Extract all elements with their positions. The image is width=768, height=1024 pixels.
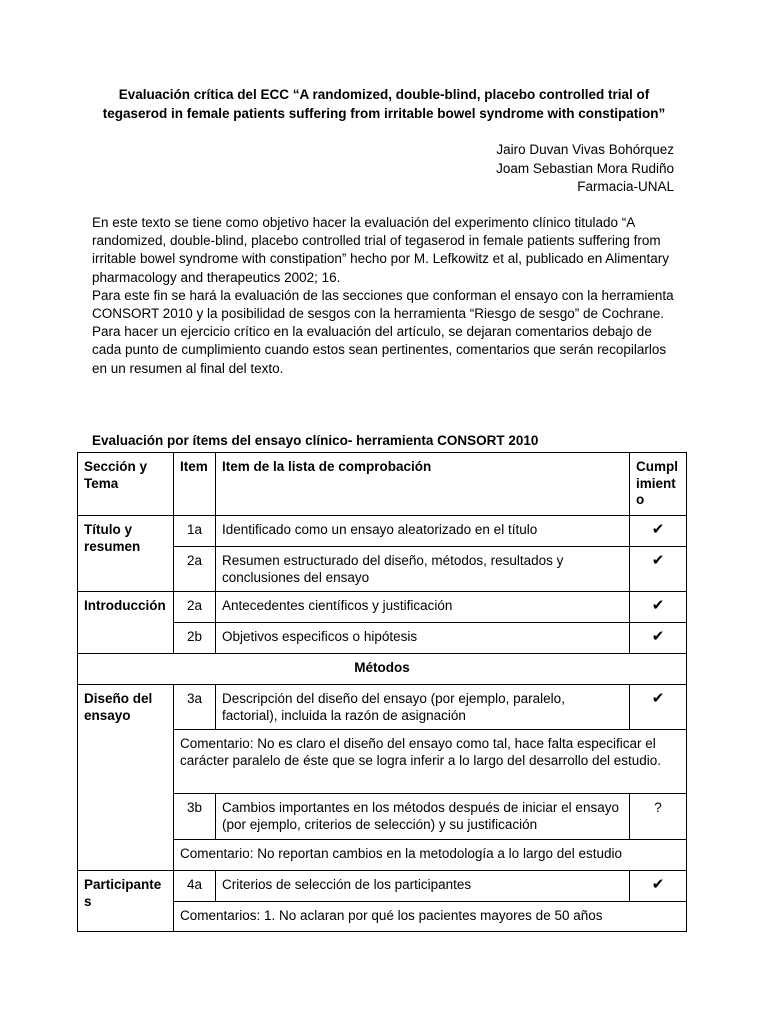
author-affiliation: Farmacia-UNAL bbox=[577, 179, 674, 194]
item-description: Objetivos especificos o hipótesis bbox=[216, 623, 630, 654]
section-heading: Evaluación por ítems del ensayo clínico- herramienta CONSORT 2010 bbox=[92, 433, 539, 448]
comment-cell: Comentario: No reportan cambios en la metodología a lo largo del estudio bbox=[174, 840, 687, 871]
intro-paragraph: Para hacer un ejercicio crítico en la evaluación del artículo, se dejaran comentarios debajo de cada punto de cumplimiento cuando estos sean pertinentes, comentarios que serán recopilarlos en un resumen al final del texto. bbox=[92, 324, 667, 376]
section-cell: Participantes bbox=[78, 871, 174, 932]
item-number: 2b bbox=[174, 623, 216, 654]
table-row bbox=[78, 516, 687, 547]
intro-paragraph: Para este fin se hará la evaluación de las secciones que conforman el ensayo con la herramienta CONSORT 2010 y la posibilidad de sesgos con la herramienta “Riesgo de sesgo” de Cochrane. bbox=[92, 287, 674, 322]
table-row bbox=[78, 871, 687, 902]
header-section: Sección y Tema bbox=[78, 453, 174, 516]
section-cell: Diseño del ensayo bbox=[78, 685, 174, 871]
author-name: Jairo Duvan Vivas Bohórquez bbox=[496, 142, 674, 157]
check-icon: ✔ bbox=[630, 623, 687, 654]
check-icon: ✔ bbox=[630, 547, 687, 592]
check-icon: ✔ bbox=[630, 516, 687, 547]
table-row bbox=[78, 654, 687, 685]
check-icon: ✔ bbox=[630, 685, 687, 730]
methods-heading: Métodos bbox=[78, 654, 687, 685]
item-description: Descripción del diseño del ensayo (por ejemplo, paralelo, factorial), incluida la razón de asignación bbox=[216, 685, 630, 730]
item-description: Antecedentes científicos y justificación bbox=[216, 592, 630, 623]
comment-cell: Comentario: No es claro el diseño del ensayo como tal, hace falta especificar el carácter paralelo de éste que se logra inferir a lo largo del desarrollo del estudio. bbox=[174, 730, 687, 794]
check-icon: ✔ bbox=[630, 592, 687, 623]
table-row bbox=[78, 685, 687, 730]
author-block bbox=[496, 141, 674, 197]
item-number: 4a bbox=[174, 871, 216, 902]
item-description: Identificado como un ensayo aleatorizado en el título bbox=[216, 516, 630, 547]
table-row bbox=[78, 592, 687, 623]
item-number: 2a bbox=[174, 592, 216, 623]
author-name: Joam Sebastian Mora Rudiño bbox=[496, 160, 674, 176]
item-description: Resumen estructurado del diseño, métodos, resultados y conclusiones del ensayo bbox=[216, 547, 630, 592]
consort-table bbox=[77, 452, 687, 932]
table-header-row bbox=[78, 453, 687, 516]
item-number: 3a bbox=[174, 685, 216, 730]
header-item: Item bbox=[174, 453, 216, 516]
item-description: Criterios de selección de los participantes bbox=[216, 871, 630, 902]
comment-cell: Comentarios: 1. No aclaran por qué los pacientes mayores de 50 años bbox=[174, 902, 687, 932]
section-cell: Título y resumen bbox=[78, 516, 174, 592]
section-cell: Introducción bbox=[78, 592, 174, 654]
item-number: 2a bbox=[174, 547, 216, 592]
item-number: 3b bbox=[174, 794, 216, 840]
header-checklist: Item de la lista de comprobación bbox=[216, 453, 630, 516]
intro-section bbox=[92, 214, 682, 378]
item-description: Cambios importantes en los métodos después de iniciar el ensayo (por ejemplo, criterios de selección) y su justificación bbox=[216, 794, 630, 840]
intro-paragraph: En este texto se tiene como objetivo hacer la evaluación del experimento clínico titulado “A randomized, double-blind, placebo controlled trial of tegaserod in female patients suffering from irritable bowel syndrome with constipation” hecho por M. Lefkowitz et al, publicado en Alimentary pharmacology and therapeutics 2002; 16. bbox=[92, 215, 670, 285]
header-compliance: Cumplimiento bbox=[630, 453, 687, 516]
document-title: Evaluación crítica del ECC “A randomized, double-blind, placebo controlled trial of tegaserod in female patients suffering from irritable bowel syndrome with constipation” bbox=[102, 87, 666, 121]
check-icon: ✔ bbox=[630, 871, 687, 902]
question-mark: ? bbox=[630, 794, 687, 840]
item-number: 1a bbox=[174, 516, 216, 547]
